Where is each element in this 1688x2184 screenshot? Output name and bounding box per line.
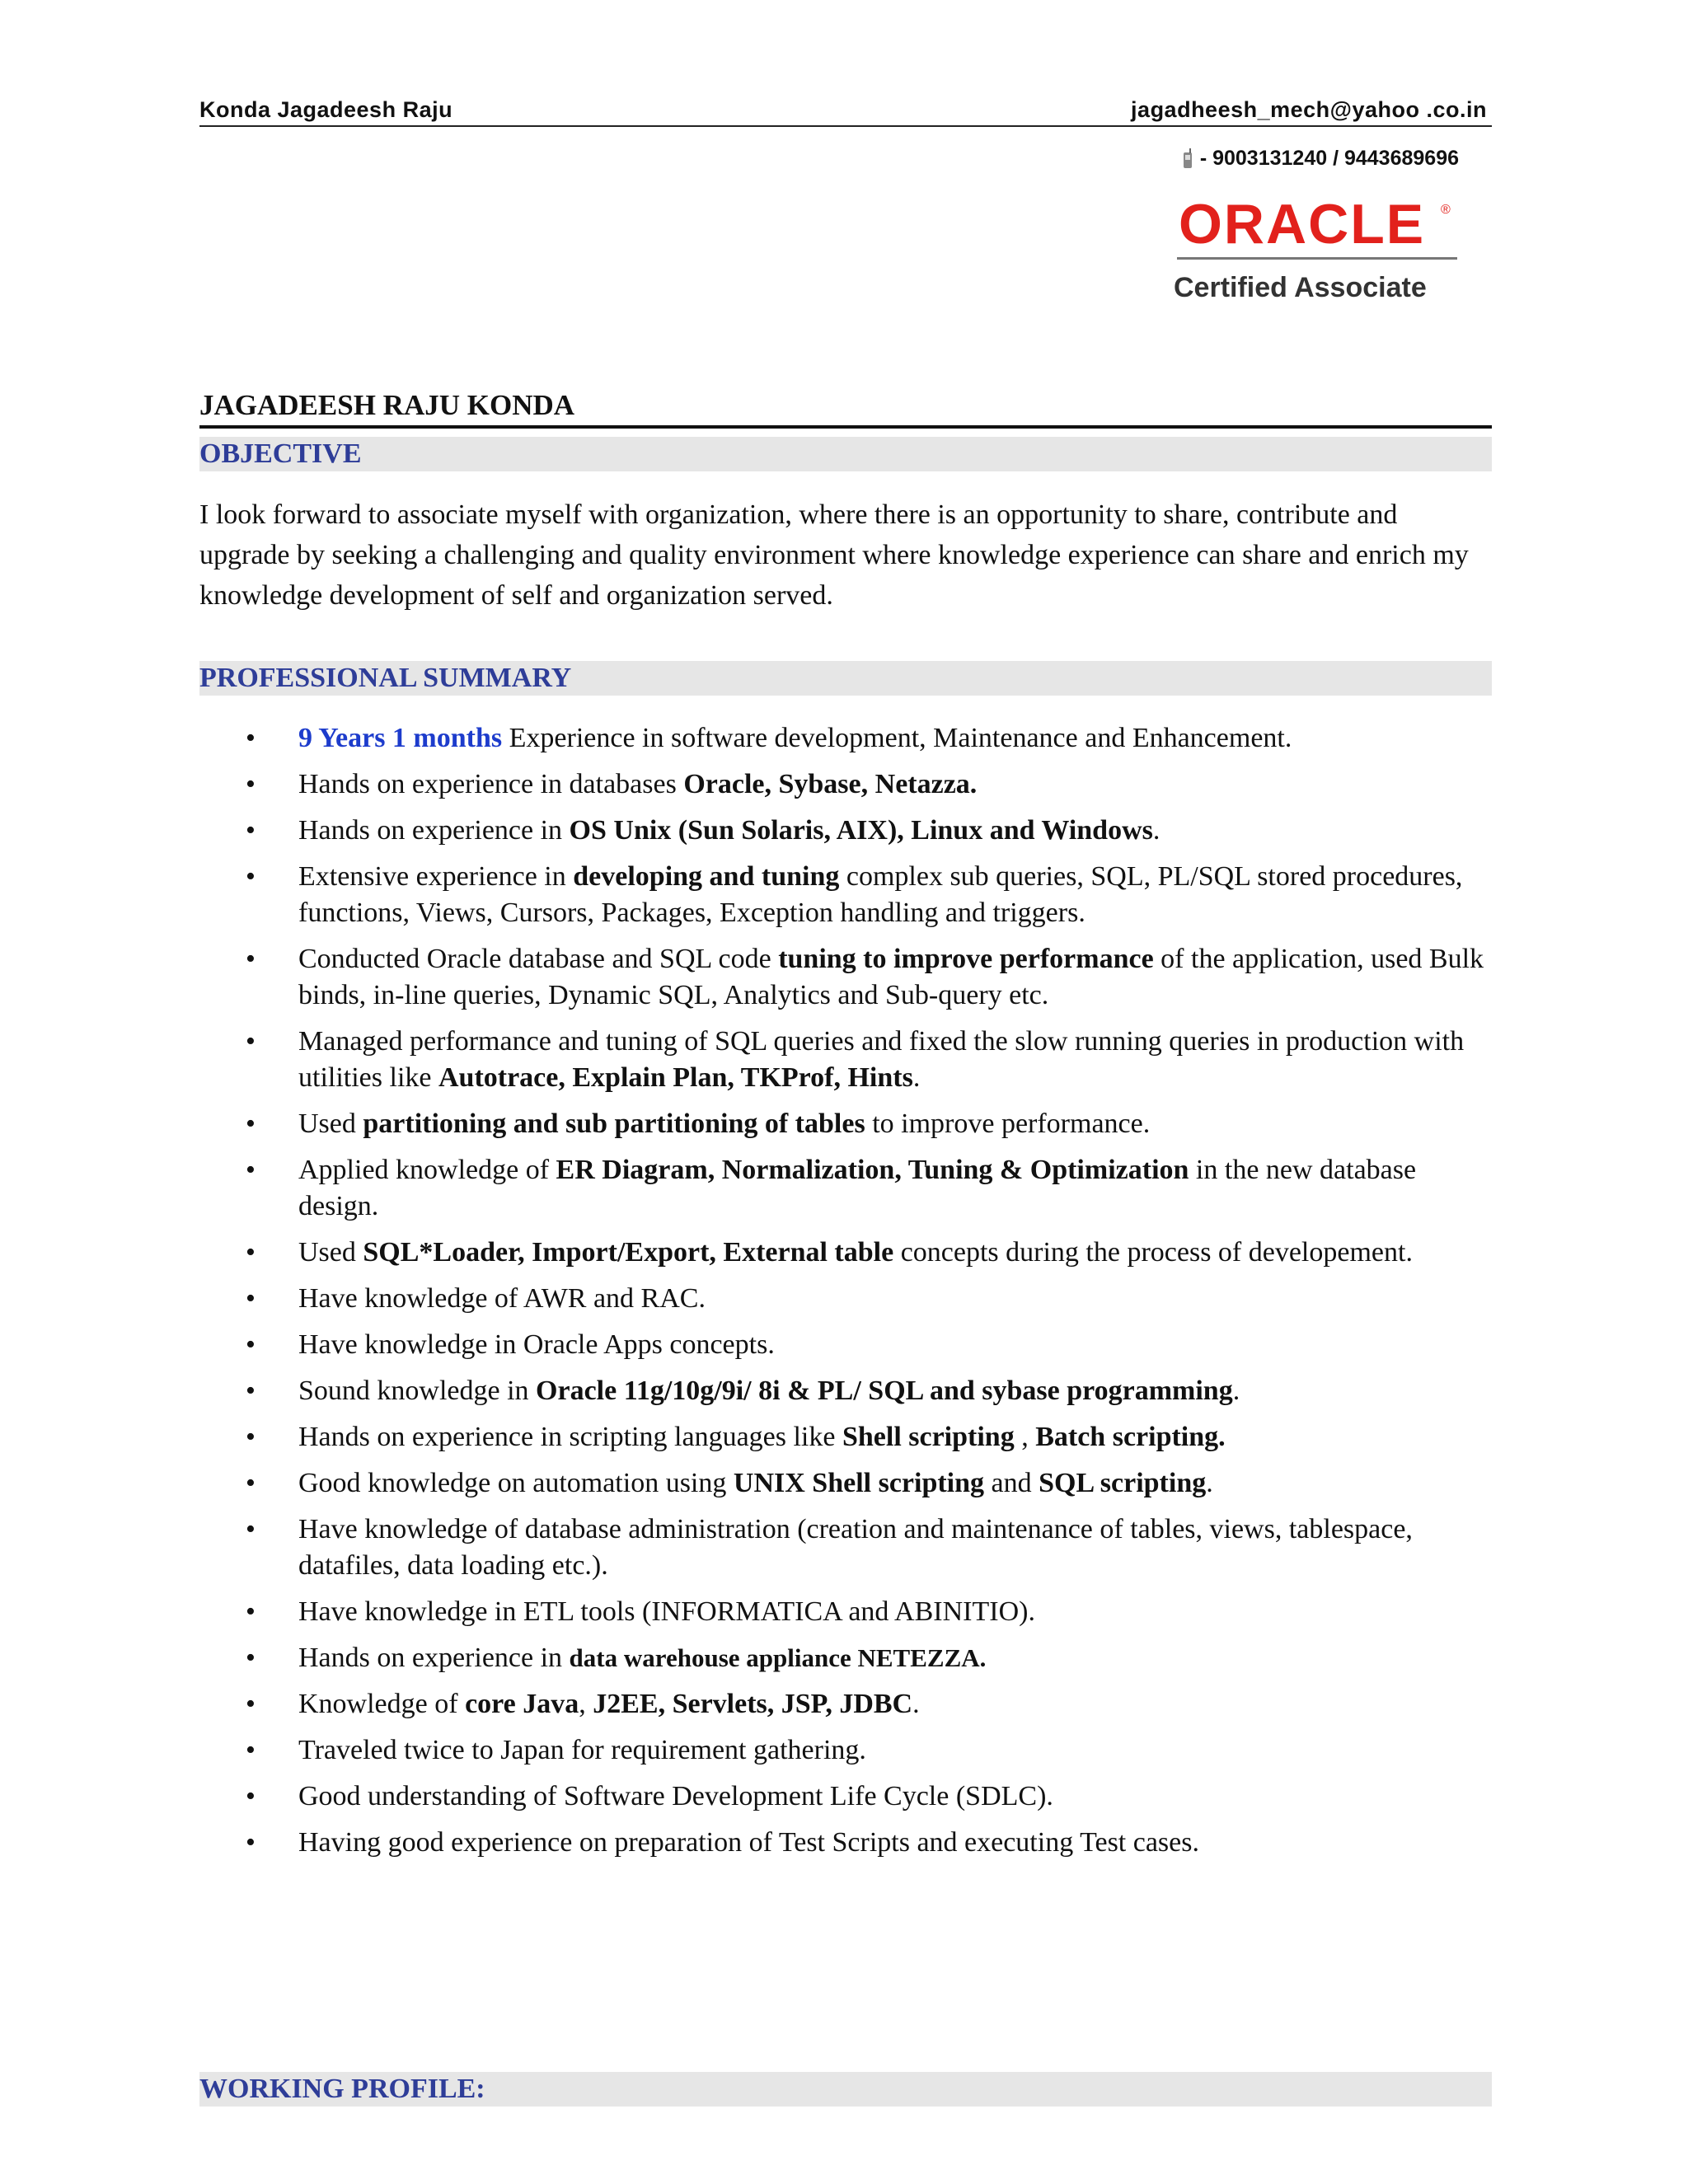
summary-item bbox=[199, 859, 1492, 931]
bold-term: OS Unix (Sun Solaris, AIX), Linux and Windows bbox=[569, 815, 1153, 846]
summary-item bbox=[199, 1024, 1492, 1096]
bold-term: SQL*Loader, Import/Export, External table bbox=[363, 1237, 894, 1268]
item-text: Good knowledge on automation using bbox=[298, 1468, 734, 1498]
item-text: Have knowledge in ETL tools (INFORMATICA and ABINITIO). bbox=[298, 1596, 1035, 1627]
phone-line bbox=[1182, 147, 1459, 171]
item-text: . bbox=[1232, 1376, 1240, 1406]
page-header bbox=[199, 97, 1492, 127]
item-text: Hands on experience in bbox=[298, 1643, 570, 1673]
bold-term: J2EE, Servlets, JSP, JDBC bbox=[593, 1689, 913, 1719]
bold-term: tuning to improve performance bbox=[778, 944, 1154, 974]
summary-item bbox=[199, 1419, 1492, 1455]
bold-term: Shell scripting bbox=[842, 1422, 1015, 1452]
item-text: and bbox=[984, 1468, 1039, 1498]
item-text: Managed performance and tuning of SQL queries and fixed the slow running queries in production with utilities like bbox=[298, 1026, 1465, 1093]
item-text: Applied knowledge of bbox=[298, 1155, 556, 1185]
item-text: complex sub queries, SQL, PL/SQL stored procedures, functions, Views, Cursors, Packages, Exception handling and triggers. bbox=[298, 861, 1463, 928]
bold-term: Autotrace, Explain Plan, TKProf, Hints bbox=[438, 1062, 913, 1093]
registered-mark: ® bbox=[1441, 203, 1451, 217]
bold-term: Oracle, Sybase, Netazza. bbox=[683, 769, 978, 799]
item-text: , bbox=[1014, 1422, 1036, 1452]
item-text: Used bbox=[298, 1237, 363, 1268]
summary-list bbox=[199, 720, 1492, 1871]
summary-item bbox=[199, 1235, 1492, 1271]
bold-term: data warehouse appliance NETEZZA. bbox=[569, 1643, 987, 1672]
section-objective: OBJECTIVE bbox=[199, 437, 1492, 471]
item-text: of the application, used Bulk binds, in-line queries, Dynamic SQL, Analytics and Sub-query etc. bbox=[298, 944, 1484, 1010]
bold-term: Oracle 11g/10g/9i/ 8i & PL/ SQL and sybase programming bbox=[536, 1376, 1233, 1406]
summary-item bbox=[199, 1640, 1492, 1676]
summary-item bbox=[199, 1686, 1492, 1722]
item-text: Used bbox=[298, 1108, 363, 1139]
section-working-profile: WORKING PROFILE: bbox=[199, 2072, 1492, 2107]
summary-item bbox=[199, 1825, 1492, 1861]
oracle-wordmark: ORACLE bbox=[1179, 193, 1426, 255]
item-text: Having good experience on preparation of Test Scripts and executing Test cases. bbox=[298, 1827, 1199, 1858]
bold-term: UNIX Shell scripting bbox=[733, 1468, 985, 1498]
item-text: Sound knowledge in bbox=[298, 1376, 537, 1406]
item-text: . bbox=[1152, 815, 1160, 846]
bold-term: Batch scripting. bbox=[1035, 1422, 1226, 1452]
summary-item bbox=[199, 1327, 1492, 1363]
summary-item bbox=[199, 1779, 1492, 1815]
item-text: Have knowledge of AWR and RAC. bbox=[298, 1283, 706, 1314]
item-text: Experience in software development, Maintenance and Enhancement. bbox=[502, 723, 1292, 753]
item-text: Conducted Oracle database and SQL code bbox=[298, 944, 779, 974]
item-text: in the new database design. bbox=[298, 1155, 1417, 1221]
item-text: . bbox=[1206, 1468, 1213, 1498]
item-text: Hands on experience in databases bbox=[298, 769, 684, 799]
summary-item bbox=[199, 766, 1492, 803]
oracle-certified-logo bbox=[1170, 193, 1459, 312]
bold-term: SQL scripting bbox=[1039, 1468, 1207, 1498]
mobile-phone-icon bbox=[1182, 148, 1193, 170]
experience-highlight: 9 Years 1 months bbox=[298, 723, 503, 753]
header-email: jagadheesh_mech@yahoo .co.in bbox=[1131, 97, 1487, 122]
item-text: . bbox=[912, 1062, 921, 1093]
summary-item bbox=[199, 720, 1492, 757]
item-text: Hands on experience in scripting languages like bbox=[298, 1422, 842, 1452]
bold-term: ER Diagram, Normalization, Tuning & Optimization bbox=[556, 1155, 1189, 1185]
header-name: Konda Jagadeesh Raju bbox=[199, 97, 453, 122]
bold-term: partitioning and sub partitioning of tables bbox=[363, 1108, 865, 1139]
item-text: Have knowledge of database administration (creation and maintenance of tables, views, tablespace, datafiles, data loading etc.). bbox=[298, 1514, 1413, 1581]
item-text: concepts during the process of developement. bbox=[893, 1237, 1413, 1268]
section-professional-summary: PROFESSIONAL SUMMARY bbox=[199, 661, 1492, 696]
item-text: Knowledge of bbox=[298, 1689, 466, 1719]
summary-item bbox=[199, 1594, 1492, 1630]
item-text: Hands on experience in bbox=[298, 815, 570, 846]
full-name-heading: JAGADEESH RAJU KONDA bbox=[199, 387, 1492, 429]
logo-caption: Certified Associate bbox=[1174, 272, 1427, 303]
item-text: . bbox=[912, 1689, 920, 1719]
item-text: Good understanding of Software Development Life Cycle (SDLC). bbox=[298, 1781, 1053, 1811]
summary-item bbox=[199, 1152, 1492, 1225]
logo-divider bbox=[1177, 257, 1457, 260]
summary-item bbox=[199, 1732, 1492, 1769]
summary-item bbox=[199, 1373, 1492, 1409]
summary-item bbox=[199, 1465, 1492, 1502]
summary-item bbox=[199, 941, 1492, 1014]
summary-item bbox=[199, 1106, 1492, 1142]
phone-numbers: - 9003131240 / 9443689696 bbox=[1199, 147, 1459, 170]
summary-item bbox=[199, 1281, 1492, 1317]
resume-page bbox=[199, 0, 1492, 2184]
item-text: Extensive experience in bbox=[298, 861, 574, 892]
item-text: to improve performance. bbox=[865, 1108, 1151, 1139]
bold-term: core Java bbox=[465, 1689, 579, 1719]
bold-term: developing and tuning bbox=[573, 861, 840, 892]
summary-item bbox=[199, 813, 1492, 849]
item-text: Have knowledge in Oracle Apps concepts. bbox=[298, 1329, 775, 1360]
summary-item bbox=[199, 1511, 1492, 1584]
objective-text: I look forward to associate myself with organization, where there is an opportunity to share, contribute and upgrade by seeking a challenging and quality environment where knowledge experience can share and enrich my knowledge development of self and organization served. bbox=[199, 499, 1469, 611]
item-text: Traveled twice to Japan for requirement gathering. bbox=[298, 1735, 866, 1765]
item-text: , bbox=[579, 1689, 593, 1719]
